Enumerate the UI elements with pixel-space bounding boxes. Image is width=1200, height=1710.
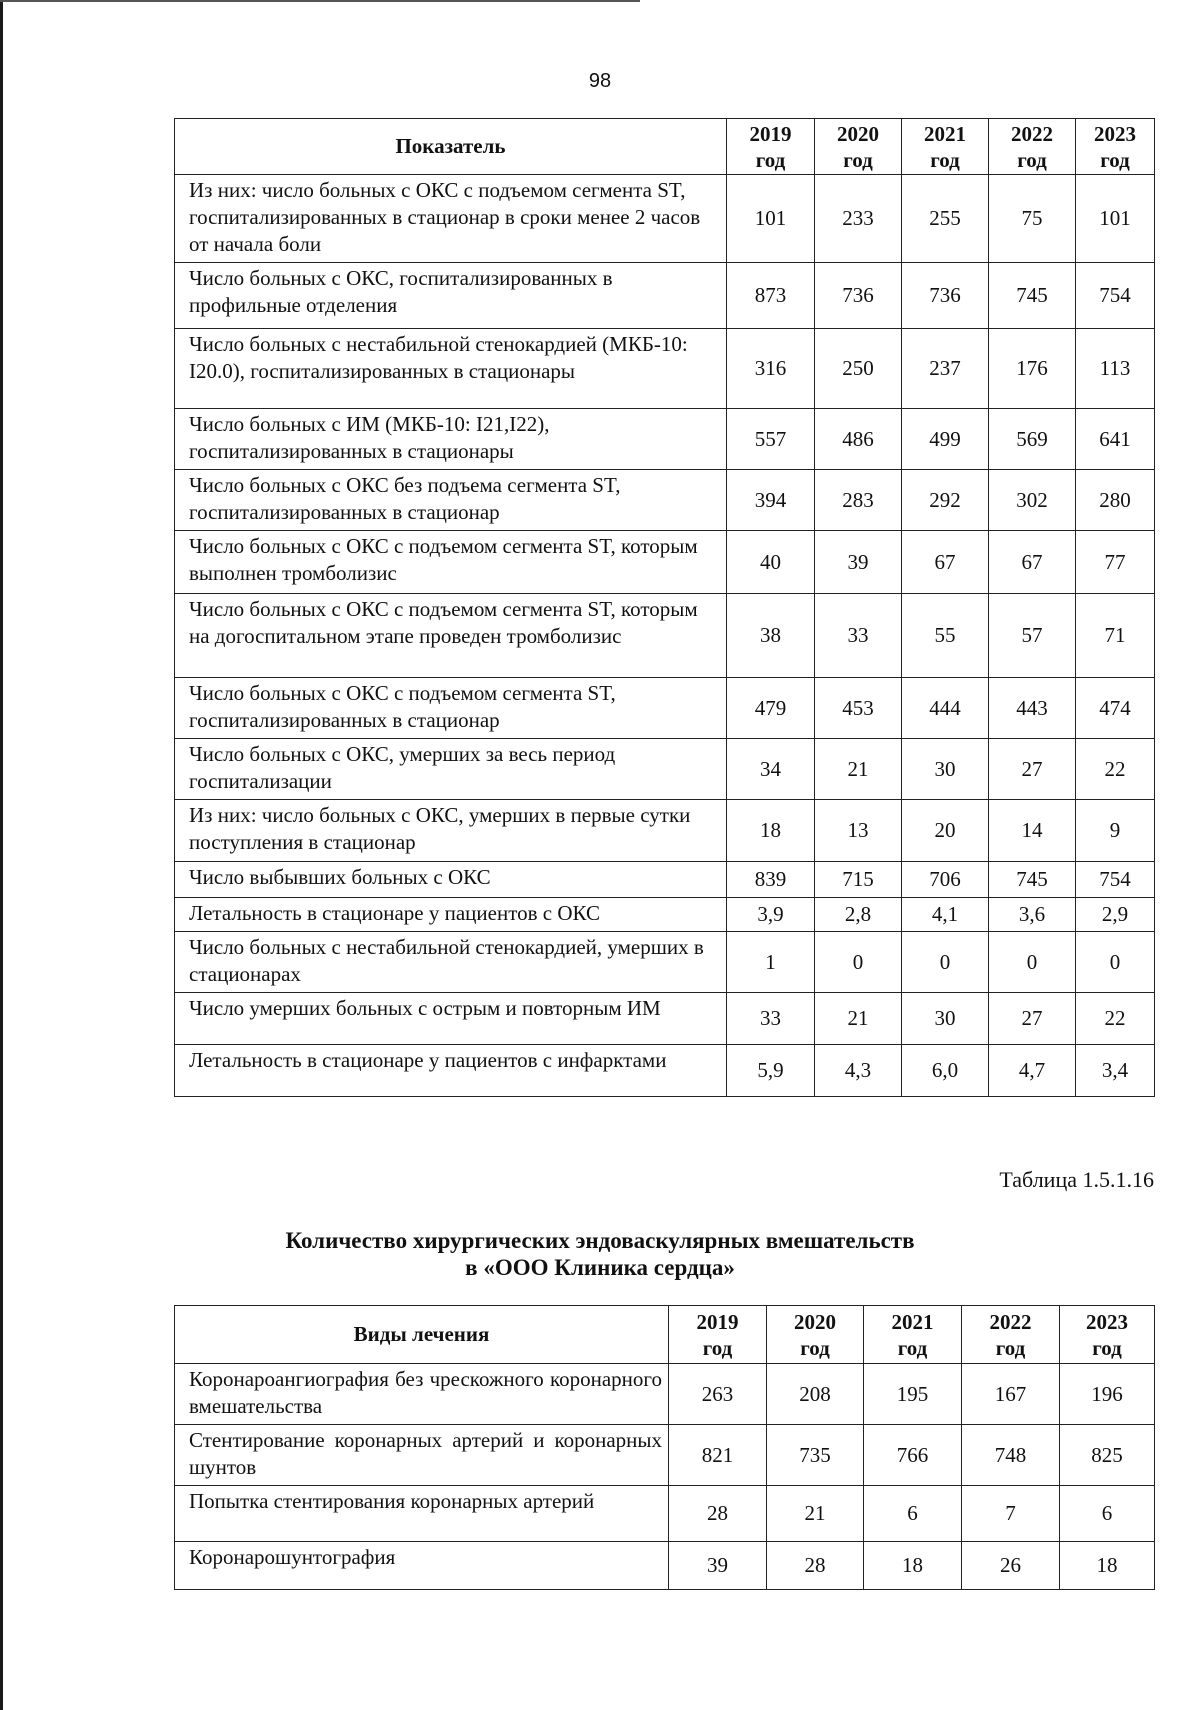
cell-value: 0 [902,932,989,993]
cell-value: 839 [727,862,815,898]
cell-value: 18 [727,800,815,862]
cell-value: 6,0 [902,1045,989,1097]
row-label: Число больных с ОКС, госпитализированных в профильные отделения [175,263,727,329]
table-title-line2: в «ООО Клиника сердца» [465,1255,735,1280]
cell-value: 13 [815,800,902,862]
cell-value: 176 [989,329,1076,409]
cell-value: 34 [727,739,815,800]
cell-value: 486 [815,409,902,470]
table-row [175,1542,1155,1590]
cell-value: 821 [669,1425,767,1486]
table-row [175,800,1155,862]
cell-value: 113 [1076,329,1155,409]
cell-value: 745 [989,862,1076,898]
table-row [175,263,1155,329]
column-header-year: 2019 год [727,119,815,175]
cell-value: 40 [727,531,815,594]
table-row [175,531,1155,594]
cell-value: 1 [727,932,815,993]
table-row [175,1486,1155,1542]
row-label: Число больных с ОКС с подъемом сегмента ST, которым выполнен тромболизис [175,531,727,594]
cell-value: 18 [864,1542,962,1590]
row-label: Число умерших больных с острым и повторным ИМ [175,993,727,1045]
cell-value: 736 [815,263,902,329]
cell-value: 237 [902,329,989,409]
column-header-year: 2020 год [767,1306,864,1364]
cell-value: 283 [815,470,902,531]
cell-value: 233 [815,175,902,263]
cell-value: 21 [815,993,902,1045]
cell-value: 28 [767,1542,864,1590]
cell-value: 28 [669,1486,767,1542]
cell-value: 6 [1060,1486,1155,1542]
column-header-year: 2023 год [1076,119,1155,175]
table-title-line1: Количество хирургических эндоваскулярных вмешательств [285,1228,915,1253]
row-label: Коронарошунтография [175,1542,669,1590]
cell-value: 3,6 [989,898,1076,932]
column-header-indicator: Показатель [175,119,727,175]
cell-value: 14 [989,800,1076,862]
cell-value: 101 [727,175,815,263]
cell-value: 26 [962,1542,1060,1590]
cell-value: 735 [767,1425,864,1486]
cell-value: 4,1 [902,898,989,932]
cell-value: 196 [1060,1364,1155,1425]
table-title [0,1227,1200,1281]
cell-value: 27 [989,993,1076,1045]
cell-value: 557 [727,409,815,470]
cell-value: 748 [962,1425,1060,1486]
column-header-year: 2022 год [989,119,1076,175]
cell-value: 4,3 [815,1045,902,1097]
row-label: Число больных с ОКС без подъема сегмента ST, госпитализированных в стационар [175,470,727,531]
cell-value: 0 [815,932,902,993]
cell-value: 38 [727,594,815,678]
table-acs-statistics [174,118,1155,1097]
row-label: Число больных с ИМ (МКБ-10: I21,I22), госпитализированных в стационары [175,409,727,470]
cell-value: 9 [1076,800,1155,862]
cell-value: 263 [669,1364,767,1425]
cell-value: 444 [902,678,989,739]
cell-value: 250 [815,329,902,409]
cell-value: 745 [989,263,1076,329]
table-row [175,329,1155,409]
table-row [175,898,1155,932]
table-row [175,739,1155,800]
cell-value: 641 [1076,409,1155,470]
cell-value: 766 [864,1425,962,1486]
column-header-year: 2020 год [815,119,902,175]
table-endovascular-interventions [174,1305,1155,1590]
row-label: Попытка стентирования коронарных артерий [175,1486,669,1542]
cell-value: 57 [989,594,1076,678]
cell-value: 30 [902,739,989,800]
cell-value: 3,4 [1076,1045,1155,1097]
column-header-year: 2021 год [902,119,989,175]
row-label: Число больных с нестабильной стенокардией, умерших в стационарах [175,932,727,993]
table-row [175,409,1155,470]
row-label: Число больных с ОКС с подъемом сегмента ST, которым на догоспитальном этапе проведен тромболизис [175,594,727,678]
row-label: Число выбывших больных с ОКС [175,862,727,898]
cell-value: 474 [1076,678,1155,739]
row-label: Стентирование коронарных артерий и коронарных шунтов [175,1425,669,1486]
cell-value: 71 [1076,594,1155,678]
cell-value: 27 [989,739,1076,800]
cell-value: 67 [902,531,989,594]
row-label: Летальность в стационаре у пациентов с ОКС [175,898,727,932]
cell-value: 479 [727,678,815,739]
cell-value: 706 [902,862,989,898]
page-number: 98 [588,70,612,92]
cell-value: 6 [864,1486,962,1542]
cell-value: 302 [989,470,1076,531]
page-edge-top [0,0,640,2]
column-header-treatment: Виды лечения [175,1306,669,1364]
table-row [175,678,1155,739]
cell-value: 715 [815,862,902,898]
table-row [175,470,1155,531]
row-label: Из них: число больных с ОКС с подъемом сегмента ST, госпитализированных в стационар в сроки менее 2 часов от начала боли [175,175,727,263]
column-header-year: 2019 год [669,1306,767,1364]
cell-value: 67 [989,531,1076,594]
cell-value: 316 [727,329,815,409]
cell-value: 569 [989,409,1076,470]
table-row [175,1045,1155,1097]
cell-value: 33 [727,993,815,1045]
table-row [175,175,1155,263]
table-header-row [175,1306,1155,1364]
cell-value: 22 [1076,739,1155,800]
cell-value: 55 [902,594,989,678]
row-label: Число больных с ОКС с подъемом сегмента ST, госпитализированных в стационар [175,678,727,739]
cell-value: 33 [815,594,902,678]
table-caption: Таблица 1.5.1.16 [999,1167,1154,1192]
page-edge-left [0,0,3,1710]
table-row [175,932,1155,993]
table-row [175,1364,1155,1425]
row-label: Летальность в стационаре у пациентов с инфарктами [175,1045,727,1097]
row-label: Из них: число больных с ОКС, умерших в первые сутки поступления в стационар [175,800,727,862]
cell-value: 75 [989,175,1076,263]
cell-value: 4,7 [989,1045,1076,1097]
cell-value: 754 [1076,862,1155,898]
table-row [175,862,1155,898]
cell-value: 77 [1076,531,1155,594]
row-label: Число больных с нестабильной стенокардией (МКБ-10: I20.0), госпитализированных в стационары [175,329,727,409]
cell-value: 0 [1076,932,1155,993]
cell-value: 208 [767,1364,864,1425]
cell-value: 825 [1060,1425,1155,1486]
cell-value: 21 [767,1486,864,1542]
cell-value: 280 [1076,470,1155,531]
cell-value: 39 [669,1542,767,1590]
cell-value: 30 [902,993,989,1045]
cell-value: 453 [815,678,902,739]
cell-value: 754 [1076,263,1155,329]
column-header-year: 2023 год [1060,1306,1155,1364]
cell-value: 101 [1076,175,1155,263]
table-row [175,1425,1155,1486]
cell-value: 443 [989,678,1076,739]
cell-value: 0 [989,932,1076,993]
cell-value: 2,8 [815,898,902,932]
cell-value: 22 [1076,993,1155,1045]
cell-value: 292 [902,470,989,531]
table-row [175,993,1155,1045]
cell-value: 5,9 [727,1045,815,1097]
cell-value: 736 [902,263,989,329]
cell-value: 21 [815,739,902,800]
cell-value: 499 [902,409,989,470]
row-label: Число больных с ОКС, умерших за весь период госпитализации [175,739,727,800]
cell-value: 39 [815,531,902,594]
cell-value: 167 [962,1364,1060,1425]
cell-value: 255 [902,175,989,263]
cell-value: 394 [727,470,815,531]
column-header-year: 2022 год [962,1306,1060,1364]
column-header-year: 2021 год [864,1306,962,1364]
cell-value: 3,9 [727,898,815,932]
cell-value: 7 [962,1486,1060,1542]
table-header-row [175,119,1155,175]
cell-value: 18 [1060,1542,1155,1590]
cell-value: 20 [902,800,989,862]
cell-value: 2,9 [1076,898,1155,932]
cell-value: 873 [727,263,815,329]
cell-value: 195 [864,1364,962,1425]
row-label: Коронароангиография без чрескожного коронарного вмешательства [175,1364,669,1425]
table-row [175,594,1155,678]
